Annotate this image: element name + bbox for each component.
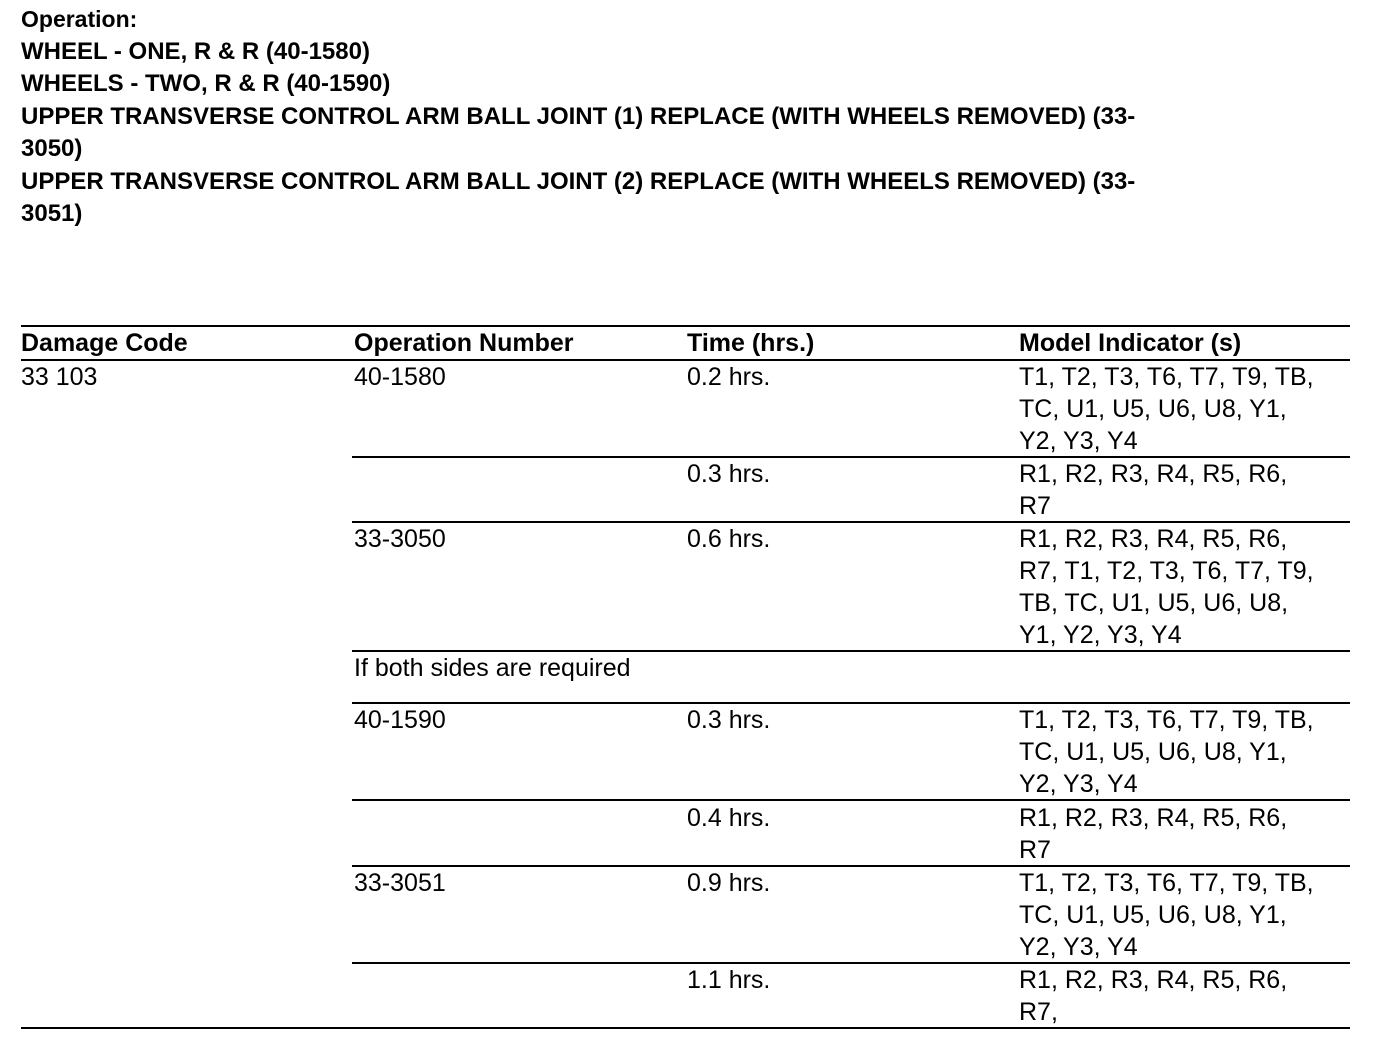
model-indicator-line: Y2, Y3, Y4 xyxy=(1019,770,1138,798)
time-cell: 0.6 hrs. xyxy=(687,525,771,553)
operation-line: WHEELS - TWO, R & R (40-1590) xyxy=(21,70,391,97)
both-sides-note: If both sides are required xyxy=(354,654,631,682)
operation-line: 3051) xyxy=(21,200,83,227)
model-indicator-line: R7 xyxy=(1019,836,1051,864)
time-cell: 0.3 hrs. xyxy=(687,460,771,488)
model-indicator-line: R7, T1, T2, T3, T6, T7, T9, xyxy=(1019,557,1314,585)
column-header-time: Time (hrs.) xyxy=(687,329,815,357)
model-indicator-line: T1, T2, T3, T6, T7, T9, TB, xyxy=(1019,363,1314,391)
time-cell: 0.4 hrs. xyxy=(687,804,771,832)
time-cell: 1.1 hrs. xyxy=(687,966,771,994)
operation-label: Operation: xyxy=(21,6,138,32)
operation-line: UPPER TRANSVERSE CONTROL ARM BALL JOINT (1) REPLACE (WITH WHEELS REMOVED) (33- xyxy=(21,102,1136,130)
column-header-model-indicator: Model Indicator (s) xyxy=(1019,329,1242,357)
time-cell: 0.3 hrs. xyxy=(687,706,771,734)
operation-number-cell: 33-3051 xyxy=(354,869,446,897)
table-bottom-rule xyxy=(21,1027,1350,1029)
model-indicator-line: T1, T2, T3, T6, T7, T9, TB, xyxy=(1019,869,1314,897)
column-header-operation-number: Operation Number xyxy=(354,329,574,357)
model-indicator-line: R1, R2, R3, R4, R5, R6, xyxy=(1019,966,1288,994)
operation-number-cell: 40-1580 xyxy=(354,363,446,391)
operation-line: UPPER TRANSVERSE CONTROL ARM BALL JOINT (2) REPLACE (WITH WHEELS REMOVED) (33- xyxy=(21,167,1136,195)
model-indicator-line: R7, xyxy=(1019,998,1058,1026)
time-cell: 0.2 hrs. xyxy=(687,363,771,391)
model-indicator-line: TC, U1, U5, U6, U8, Y1, xyxy=(1019,901,1287,929)
operation-number-cell: 33-3050 xyxy=(354,525,446,553)
column-header-damage-code: Damage Code xyxy=(21,329,188,357)
model-indicator-line: R1, R2, R3, R4, R5, R6, xyxy=(1019,525,1288,553)
model-indicator-line: TC, U1, U5, U6, U8, Y1, xyxy=(1019,738,1287,766)
model-indicator-line: R1, R2, R3, R4, R5, R6, xyxy=(1019,804,1288,832)
operation-number-cell: 40-1590 xyxy=(354,706,446,734)
model-indicator-line: T1, T2, T3, T6, T7, T9, TB, xyxy=(1019,706,1314,734)
time-cell: 0.9 hrs. xyxy=(687,869,771,897)
model-indicator-line: TB, TC, U1, U5, U6, U8, xyxy=(1019,589,1289,617)
row-divider xyxy=(352,799,1350,801)
operation-line: WHEEL - ONE, R & R (40-1580) xyxy=(21,37,370,65)
operation-header xyxy=(21,3,1341,231)
model-indicator-line: TC, U1, U5, U6, U8, Y1, xyxy=(1019,395,1287,423)
model-indicator-line: Y2, Y3, Y4 xyxy=(1019,427,1138,455)
model-indicator-line: R1, R2, R3, R4, R5, R6, xyxy=(1019,460,1288,488)
damage-code-value: 33 103 xyxy=(21,363,98,391)
model-indicator-line: R7 xyxy=(1019,492,1051,520)
operation-line: 3050) xyxy=(21,135,83,162)
model-indicator-line: Y1, Y2, Y3, Y4 xyxy=(1019,621,1182,649)
model-indicator-line: Y2, Y3, Y4 xyxy=(1019,933,1138,961)
